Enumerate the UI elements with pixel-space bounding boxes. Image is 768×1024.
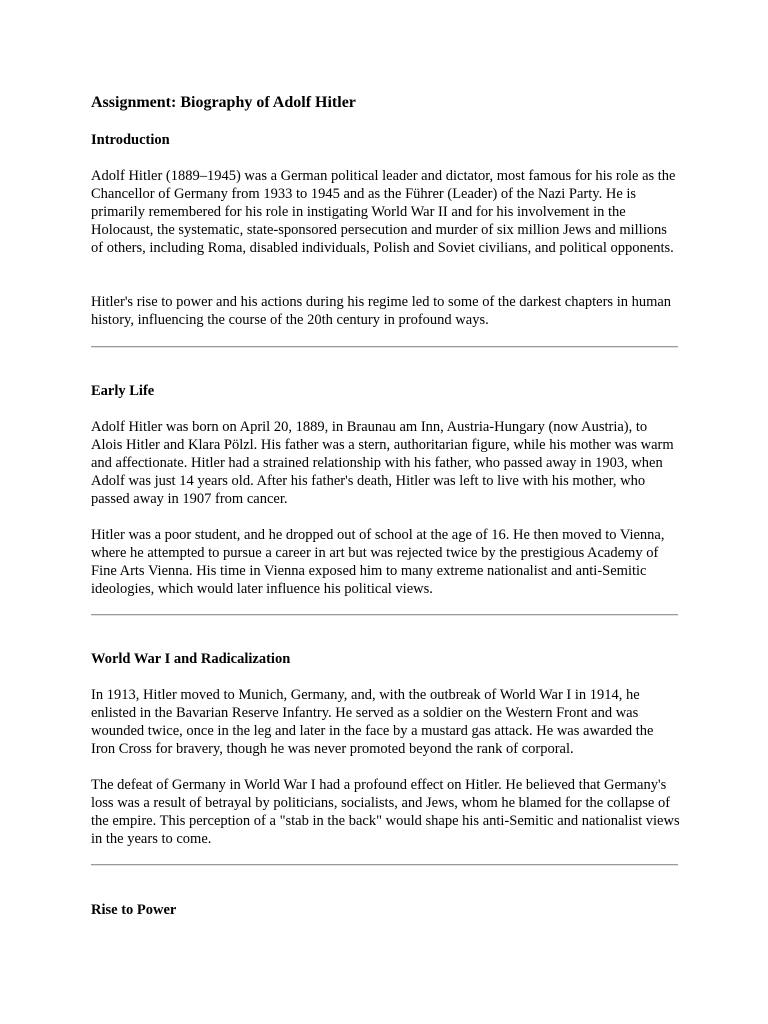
early-life-paragraph-1: Adolf Hitler was born on April 20, 1889, in Braunau am Inn, Austria-Hungary (now Austria), to Alois Hitler and Klara Pölzl. His father was a stern, authoritarian figure, while his mother was warm and affectionate. Hitler had a strained relationship with his father, who passed away in 1903, when Adolf was just 14 years old. After his father's death, Hitler was left to live with his mother, who passed away in 1907 from cancer. [91, 419, 674, 507]
introduction-paragraph-2: Hitler's rise to power and his actions during his regime led to some of the darkest chapters in human history, influencing the course of the 20th century in profound ways. [91, 294, 672, 328]
section-heading-early-life: Early Life [91, 383, 155, 399]
world-war-i-paragraph-2: The defeat of Germany in World War I had a profound effect on Hitler. He believed that Germany's loss was a result of betrayal by politicians, socialists, and Jews, whom he blamed for the collapse of the empire. This perception of a "stab in the back" would shape his anti-Semitic and nationalist views in the years to come. [91, 777, 680, 847]
section-heading-rise-to-power: Rise to Power [91, 902, 177, 918]
section-heading-world-war-i: World War I and Radicalization [91, 651, 291, 667]
document-title: Assignment: Biography of Adolf Hitler [91, 94, 356, 111]
world-war-i-paragraph-1: In 1913, Hitler moved to Munich, Germany, and, with the outbreak of World War I in 1914, he enlisted in the Bavarian Reserve Infantry. He served as a soldier on the Western Front and was wounded twice, once in the leg and later in the face by a mustard gas attack. He was awarded the Iron Cross for bravery, though he was never promoted beyond the rank of corporal. [91, 687, 654, 757]
introduction-paragraph-1: Adolf Hitler (1889–1945) was a German political leader and dictator, most famous for his role as the Chancellor of Germany from 1933 to 1945 and as the Führer (Leader) of the Nazi Party. He is primarily remembered for his role in instigating World War II and for his involvement in the Holocaust, the systematic, state-sponsored persecution and murder of six million Jews and millions of others, including Roma, disabled individuals, Polish and Soviet civilians, and political opponents. [91, 168, 676, 256]
early-life-paragraph-2: Hitler was a poor student, and he dropped out of school at the age of 16. He then moved to Vienna, where he attempted to pursue a career in art but was rejected twice by the prestigious Academy of Fine Arts Vienna. His time in Vienna exposed him to many extreme nationalist and anti-Semitic ideologies, which would later influence his political views. [91, 527, 665, 597]
section-divider [91, 614, 678, 616]
section-divider [91, 346, 678, 348]
section-divider [91, 864, 678, 866]
section-heading-introduction: Introduction [91, 132, 170, 148]
